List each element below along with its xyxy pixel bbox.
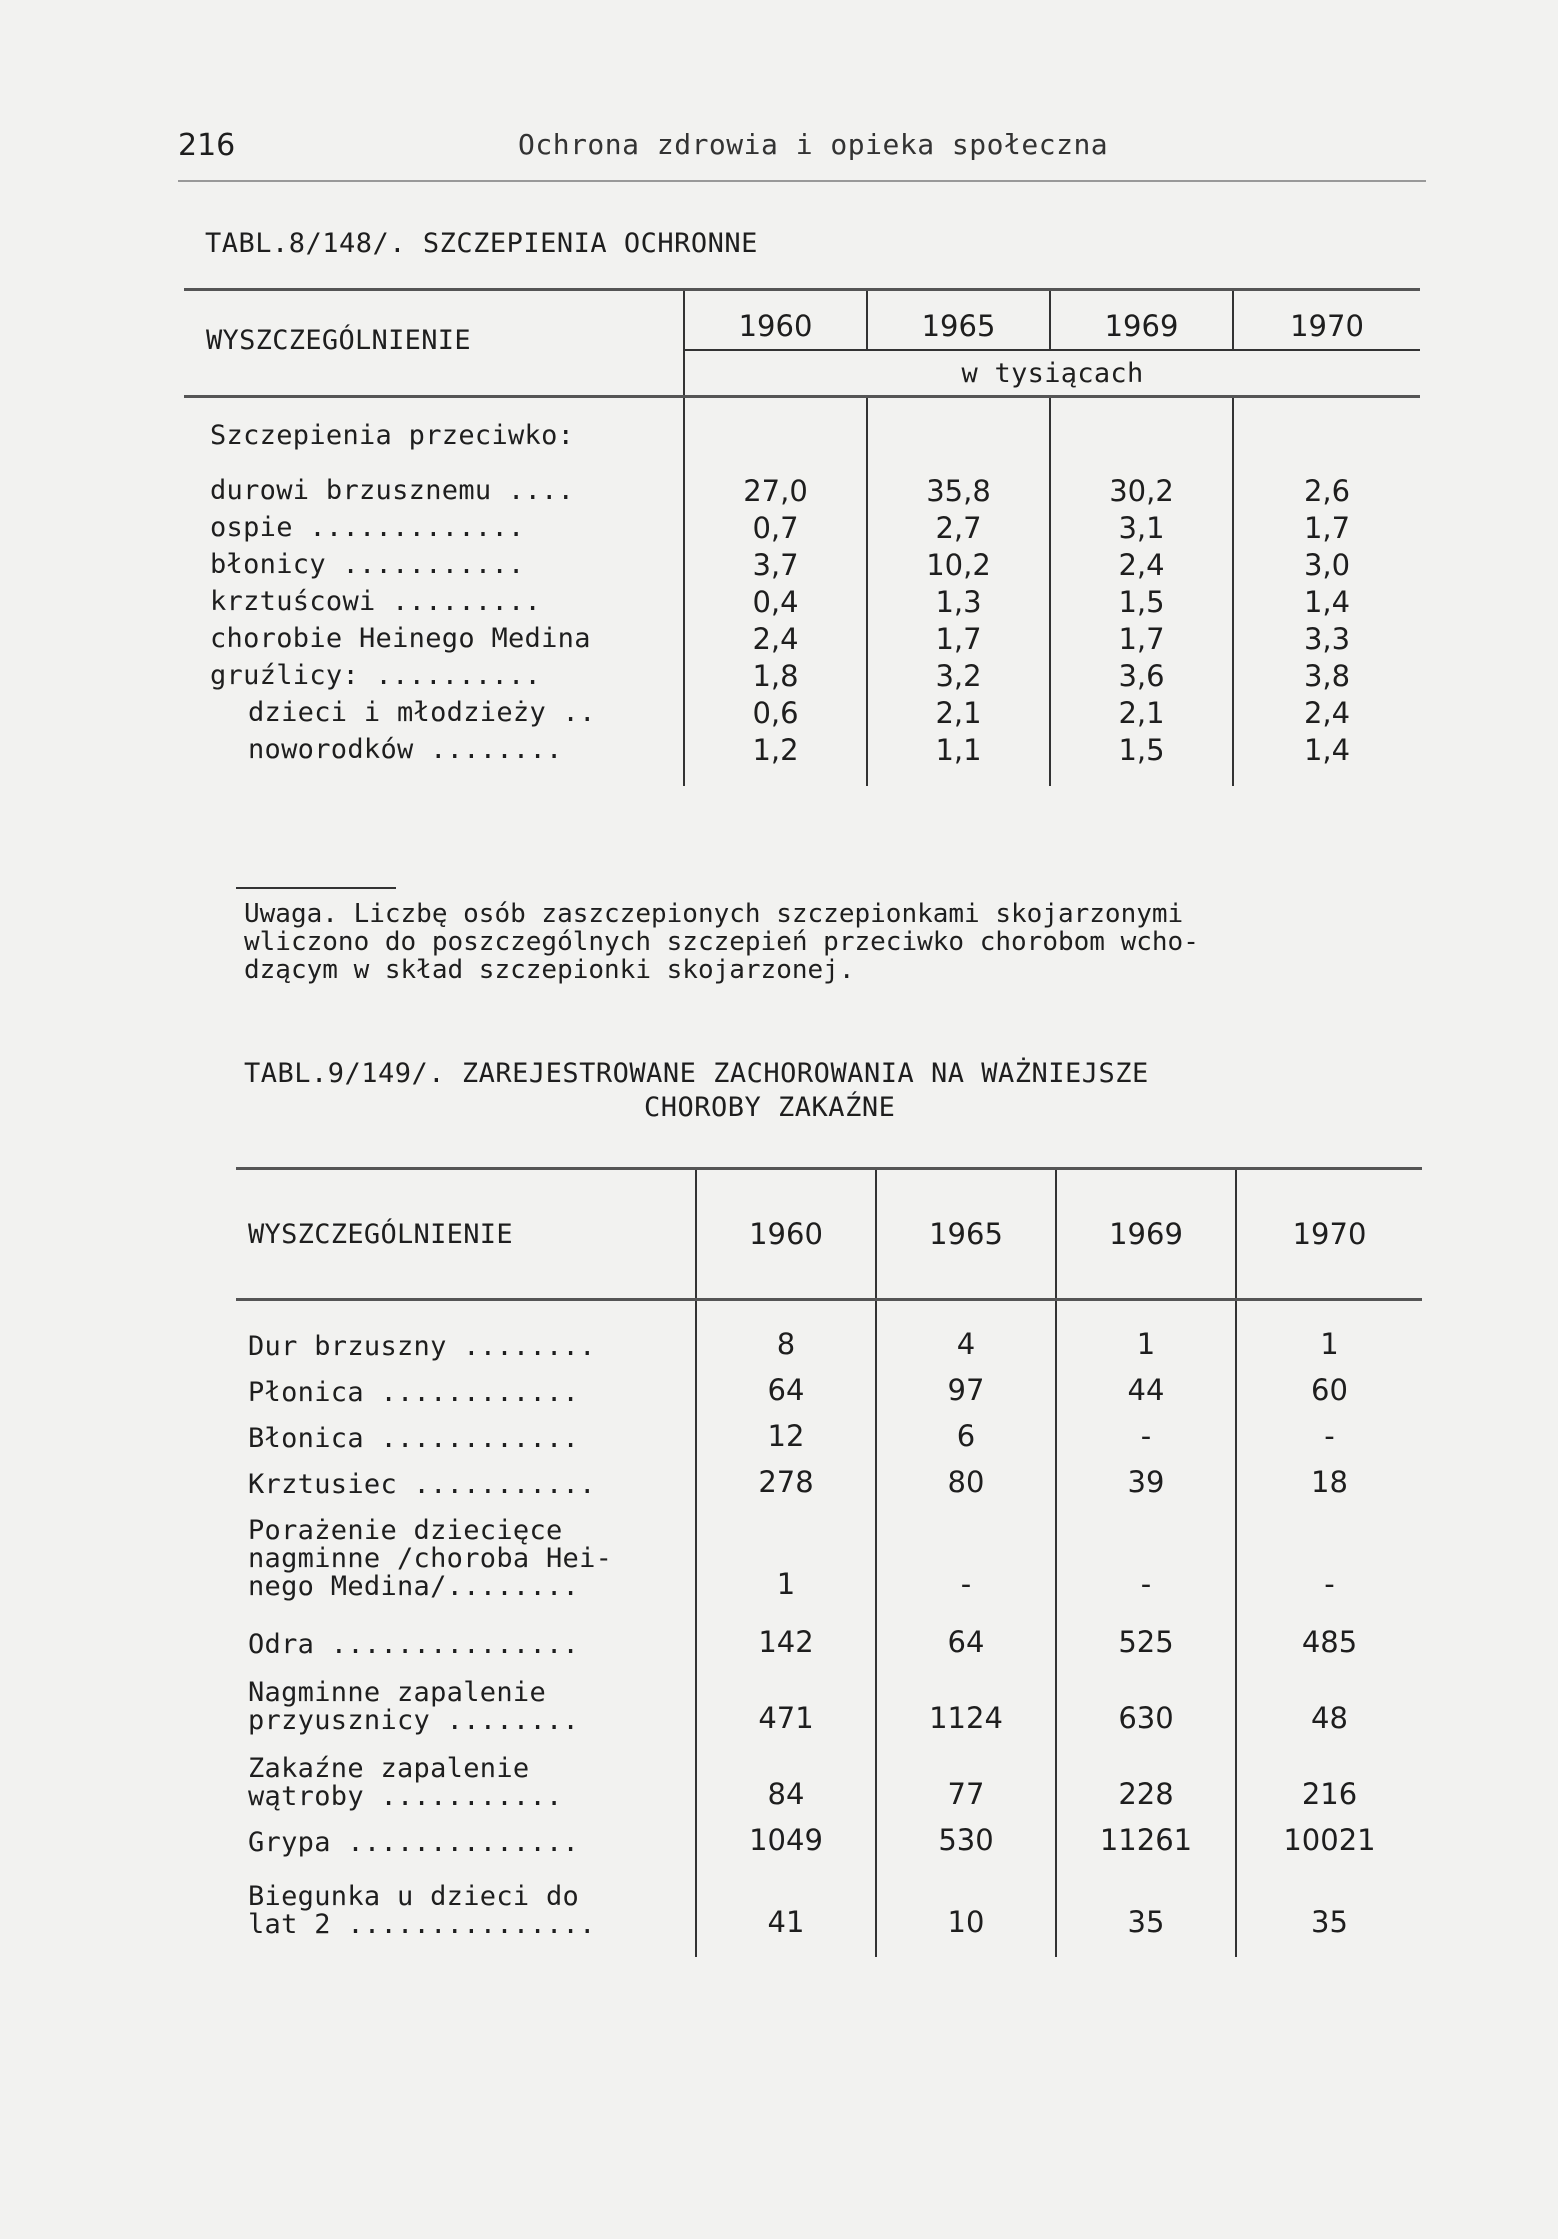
table1-cell: 3,7 (684, 546, 867, 583)
table1-year-1965: 1965 (867, 291, 1050, 350)
note-rule (236, 887, 396, 889)
table1-year-1970: 1970 (1233, 291, 1420, 350)
table1-cell: 35,8 (867, 472, 1050, 509)
table1-row (184, 546, 1420, 583)
row-label-line: Grypa .............. (248, 1827, 580, 1858)
table2-cell: 44 (1056, 1365, 1236, 1411)
table2-cell: 60 (1236, 1365, 1422, 1411)
row-label-text: durowi brzusznemu (210, 475, 492, 506)
table2-cell: 35 (1056, 1861, 1236, 1943)
table1-row (184, 509, 1420, 546)
table2-row-label (236, 1605, 696, 1663)
table2-cell: 11261 (1056, 1815, 1236, 1861)
table2-caption-line-2: CHOROBY ZAKAŹNE (644, 1092, 896, 1123)
table1-cell: 30,2 (1050, 472, 1233, 509)
table2-cell: 8 (696, 1319, 876, 1365)
table1-cell: 1,5 (1050, 731, 1233, 768)
table2-cell: - (1236, 1503, 1422, 1605)
note-line-3: dzącym w skład szczepionki skojarzonej. (244, 955, 855, 985)
table1-cell: 1,7 (867, 620, 1050, 657)
table2-row (236, 1605, 1422, 1663)
table1-year-1960: 1960 (684, 291, 867, 350)
table2-cell: 84 (696, 1739, 876, 1815)
table2-cell: 97 (876, 1365, 1056, 1411)
leader-dots: .......... (359, 660, 542, 691)
table2-row-label (236, 1663, 696, 1739)
table1-row-label (184, 583, 684, 620)
row-label-text: dzieci i młodzieży (248, 697, 546, 728)
table2-cell: 142 (696, 1605, 876, 1663)
table2-row (236, 1457, 1422, 1503)
table1-row (184, 731, 1420, 768)
row-label-text: chorobie Heinego Medina (210, 623, 591, 654)
table1-row-label (184, 546, 684, 583)
table1-cell: 1,1 (867, 731, 1050, 768)
table1-cell: 3,3 (1233, 620, 1420, 657)
table2-row (236, 1861, 1422, 1943)
row-label-line: wątroby ........... (248, 1781, 563, 1812)
table1-cell: 2,4 (684, 620, 867, 657)
table2-body (236, 1319, 1422, 1943)
row-label-text: błonicy (210, 549, 326, 580)
note-line-2: wliczono do poszczególnych szczepień przeciwko chorobom wcho- (244, 927, 1199, 957)
table2-cell: 525 (1056, 1605, 1236, 1663)
table2-cell: - (1056, 1411, 1236, 1457)
table2-header-label: WYSZCZEGÓLNIENIE (248, 1218, 513, 1250)
table1-row-label (184, 657, 684, 694)
table1-cell: 2,6 (1233, 472, 1420, 509)
table1-cell: 2,4 (1233, 694, 1420, 731)
table2-row-label (236, 1503, 696, 1605)
table1-note (244, 900, 1199, 984)
table1-cell: 0,7 (684, 509, 867, 546)
table1-cell: 3,6 (1050, 657, 1233, 694)
table2-row-label (236, 1815, 696, 1861)
row-label-text: krztuścowi (210, 586, 376, 617)
table2-cell: 64 (696, 1365, 876, 1411)
table1-row (184, 657, 1420, 694)
table1-row (184, 694, 1420, 731)
table2-cell: 6 (876, 1411, 1056, 1457)
table2-row (236, 1319, 1422, 1365)
table2-cell: 1 (1056, 1319, 1236, 1365)
leader-dots: ......... (375, 586, 542, 617)
table1-cell: 3,2 (867, 657, 1050, 694)
table2-cell: 1049 (696, 1815, 876, 1861)
row-label-line: Porażenie dziecięce (248, 1515, 563, 1546)
table1-cell: 1,2 (684, 731, 867, 768)
table2-cell: 77 (876, 1739, 1056, 1815)
table1-body (184, 472, 1420, 768)
table1-row-label (184, 509, 684, 546)
table1-cell: 0,6 (684, 694, 867, 731)
table2-cell: 228 (1056, 1739, 1236, 1815)
row-label-line: Płonica ............ (248, 1377, 580, 1408)
table1-section-label: Szczepienia przeciwko: (210, 419, 575, 451)
row-label-line: Odra ............... (248, 1629, 580, 1660)
table1-cell: 1,3 (867, 583, 1050, 620)
table2-cell: 4 (876, 1319, 1056, 1365)
table2-cell: 216 (1236, 1739, 1422, 1815)
table2-row (236, 1815, 1422, 1861)
table2-cell: 64 (876, 1605, 1056, 1663)
table2-year-1965: 1965 (876, 1170, 1056, 1300)
table2-row (236, 1365, 1422, 1411)
table1-cell: 3,0 (1233, 546, 1420, 583)
table1-row (184, 620, 1420, 657)
row-label-line: Zakaźne zapalenie (248, 1753, 530, 1784)
table2-row (236, 1503, 1422, 1605)
table2-cell: 1 (1236, 1319, 1422, 1365)
table1-cell: 1,4 (1233, 583, 1420, 620)
table2-row-label (236, 1739, 696, 1815)
table2-cell: 41 (696, 1861, 876, 1943)
table1-row-label (184, 472, 684, 509)
row-label-line: nego Medina/........ (248, 1571, 580, 1602)
table2-cell: - (1056, 1503, 1236, 1605)
table1-cell: 2,1 (867, 694, 1050, 731)
row-label-text: ospie (210, 512, 293, 543)
row-label-line: przyusznicy ........ (248, 1705, 580, 1736)
leader-dots: ........ (413, 734, 563, 765)
table1-year-1969: 1969 (1050, 291, 1233, 350)
row-label-line: nagminne /choroba Hei- (248, 1543, 613, 1574)
table2-cell: 530 (876, 1815, 1056, 1861)
running-title: Ochrona zdrowia i opieka społeczna (518, 128, 1109, 161)
note-line-1: Uwaga. Liczbę osób zaszczepionych szczepionkami skojarzonymi (244, 899, 1184, 929)
table2-cell: 48 (1236, 1663, 1422, 1739)
table1-row-label (184, 620, 684, 657)
infectious-diseases-table (236, 1167, 1422, 1957)
table2-cell: - (876, 1503, 1056, 1605)
leader-dots: ............. (292, 512, 525, 543)
table2-cell: - (1236, 1411, 1422, 1457)
table1-cell: 1,8 (684, 657, 867, 694)
leader-dots: .. (546, 697, 596, 728)
table2-cell: 1124 (876, 1663, 1056, 1739)
table1-cell: 2,4 (1050, 546, 1233, 583)
table2-cell: 278 (696, 1457, 876, 1503)
table2-year-1970: 1970 (1236, 1170, 1422, 1300)
leader-dots: ........... (325, 549, 525, 580)
table2-cell: 18 (1236, 1457, 1422, 1503)
table1-caption: TABL.8/148/. SZCZEPIENIA OCHRONNE (205, 228, 758, 259)
table2-cell: 485 (1236, 1605, 1422, 1663)
row-label-line: Krztusiec ........... (248, 1469, 596, 1500)
table2-year-1960: 1960 (696, 1170, 876, 1300)
table1-cell: 1,7 (1050, 620, 1233, 657)
table1-row (184, 472, 1420, 509)
table2-row-label (236, 1365, 696, 1411)
table1-unit: w tysiącach (684, 350, 1420, 397)
table2-row-label (236, 1319, 696, 1365)
table1-row-label (184, 694, 684, 731)
row-label-line: Biegunka u dzieci do (248, 1881, 580, 1912)
table2-cell: 1 (696, 1503, 876, 1605)
table1-cell: 2,1 (1050, 694, 1233, 731)
table1-row-label (184, 731, 684, 768)
table1-header-label: WYSZCZEGÓLNIENIE (206, 324, 471, 356)
table1-cell: 0,4 (684, 583, 867, 620)
table2-row (236, 1411, 1422, 1457)
table2-caption-line-1: TABL.9/149/. ZAREJESTROWANE ZACHOROWANIA NA WAŻNIEJSZE (244, 1058, 1149, 1089)
table1-cell: 27,0 (684, 472, 867, 509)
table2-row (236, 1739, 1422, 1815)
table2-caption (244, 1057, 1149, 1125)
table2-cell: 471 (696, 1663, 876, 1739)
table2-cell: 10 (876, 1861, 1056, 1943)
table1-cell: 3,8 (1233, 657, 1420, 694)
table1-cell: 10,2 (867, 546, 1050, 583)
table2-year-1969: 1969 (1056, 1170, 1236, 1300)
row-label-line: lat 2 ............... (248, 1909, 596, 1940)
table1-row (184, 583, 1420, 620)
table2-row-label (236, 1861, 696, 1943)
table2-cell: 10021 (1236, 1815, 1422, 1861)
page-number: 216 (178, 128, 236, 163)
table2-row-label (236, 1411, 696, 1457)
table1-cell: 3,1 (1050, 509, 1233, 546)
row-label-line: Nagminne zapalenie (248, 1677, 546, 1708)
row-label-line: Błonica ............ (248, 1423, 580, 1454)
table1-cell: 1,7 (1233, 509, 1420, 546)
vaccination-table (184, 288, 1420, 786)
table2-cell: 80 (876, 1457, 1056, 1503)
table2-cell: 12 (696, 1411, 876, 1457)
row-label-text: noworodków (248, 734, 414, 765)
leader-dots: .... (491, 475, 575, 506)
table2-cell: 35 (1236, 1861, 1422, 1943)
table2-cell: 39 (1056, 1457, 1236, 1503)
table1-cell: 1,5 (1050, 583, 1233, 620)
table1-cell: 1,4 (1233, 731, 1420, 768)
table1-cell: 2,7 (867, 509, 1050, 546)
row-label-text: gruźlicy: (210, 660, 359, 691)
table2-row-label (236, 1457, 696, 1503)
table2-cell: 630 (1056, 1663, 1236, 1739)
table2-row (236, 1663, 1422, 1739)
header-rule (178, 180, 1426, 182)
row-label-line: Dur brzuszny ........ (248, 1331, 596, 1362)
